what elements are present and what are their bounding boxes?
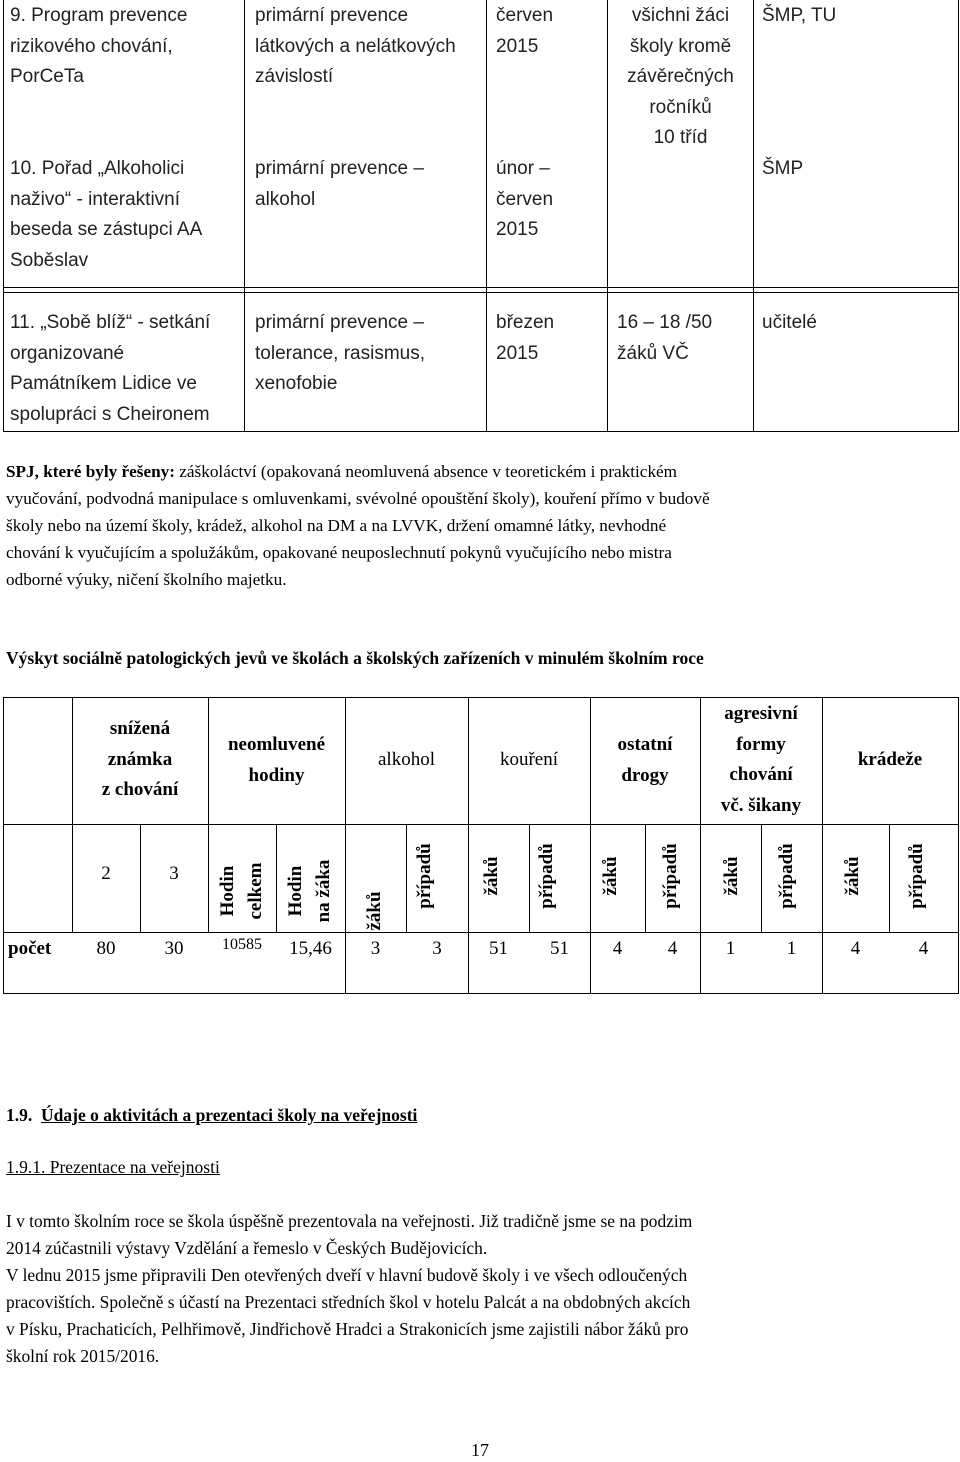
row-label-count: počet: [8, 938, 52, 959]
social-pathology-stats-table: [0, 697, 960, 994]
program-type-10: primární prevence – alkohol: [255, 158, 424, 210]
value-cell: 10585: [222, 936, 262, 953]
subheader-cases: případů: [660, 843, 681, 909]
program-name-10: 10. Pořad „Alkoholici naživo“ - interaktivní beseda se zástupci AA Soběslav: [10, 158, 203, 271]
program-date-11: březen 2015: [496, 312, 555, 364]
subheader-grade-3: 3: [169, 863, 179, 884]
program-target-9: všichni žáci školy kromě závěrečných ročníků 10 tříd: [627, 5, 734, 148]
header-smoking: kouření: [499, 749, 559, 770]
program-responsible-9: ŠMP, TU: [762, 5, 837, 26]
subheader-hours-total: Hodin celkem: [217, 862, 266, 920]
program-type-9: primární prevence látkových a nelátkových závislostí: [255, 5, 456, 87]
subheader-cases: případů: [414, 843, 435, 909]
header-other-drugs: ostatní drogy: [617, 734, 673, 786]
value-cell: 15,46: [289, 938, 332, 959]
prevention-program-table: [0, 0, 960, 432]
header-unexcused-hours: neomluvené hodiny: [227, 734, 326, 786]
subheader-grade-2: 2: [101, 863, 111, 884]
paragraph-line: školní rok 2015/2016.: [6, 1346, 160, 1366]
value-cell: 4: [918, 938, 929, 959]
value-cell: 51: [550, 938, 569, 959]
subsection-heading: [6, 1157, 220, 1178]
subheader-cases: případů: [536, 843, 557, 909]
spj-line: vyučování, podvodná manipulace s omluvenkami, svévolné opouštění školy), kouření přímo v budově: [6, 489, 710, 508]
paragraph-line: v Písku, Prachaticích, Pelhřimově, Jindřichově Hradci a Strakonicích jsme zajistili nábor žáků pro: [6, 1319, 689, 1339]
subsection-title: 1.9.1. Prezentace na veřejnosti: [6, 1157, 220, 1177]
paragraph-line: V lednu 2015 jsme připravili Den otevřených dveří v hlavní budově školy i ve všech odloučených: [6, 1265, 688, 1285]
page-number: 17: [471, 1440, 489, 1460]
program-responsible-11: učitelé: [762, 312, 817, 333]
value-cell: 1: [725, 938, 736, 959]
header-aggression: agresivní formy chování vč. šikany: [720, 703, 802, 816]
value-cell: 3: [370, 938, 381, 959]
section-title: Údaje o aktivitách a prezentaci školy na veřejnosti: [41, 1105, 418, 1125]
spj-label: SPJ, které byly řešeny:: [6, 462, 175, 481]
value-cell: 51: [489, 938, 508, 959]
spj-paragraph: [6, 458, 955, 593]
header-alcohol: alkohol: [378, 749, 435, 770]
paragraph-line: 2014 zúčastnili výstavy Vzdělání a řemeslo v Českých Budějovicích.: [6, 1238, 488, 1258]
stats-heading: Výskyt sociálně patologických jevů ve školách a školských zařízeních v minulém školním roce: [6, 648, 704, 668]
subheader-students: žáků: [364, 891, 385, 931]
value-cell: 30: [164, 938, 184, 959]
subheader-students: žáků: [842, 856, 863, 896]
program-date-10: únor – červen 2015: [496, 158, 554, 240]
presentation-paragraph: [6, 1208, 955, 1370]
program-type-11: primární prevence – tolerance, rasismus, xenofobie: [255, 312, 426, 394]
spj-line: školy nebo na území školy, krádež, alkohol na DM a na LVVK, držení omamné látky, nevhodné: [6, 516, 667, 535]
value-cell: 4: [667, 938, 678, 959]
subheader-students: žáků: [481, 856, 502, 896]
subheader-students: žáků: [600, 856, 621, 896]
section-number: 1.9.: [6, 1105, 33, 1125]
program-name-9: 9. Program prevence rizikového chování, PorCeTa: [10, 5, 188, 87]
program-target-11: 16 – 18 /50 žáků VČ: [617, 312, 713, 364]
spj-line: odborné výuky, ničení školního majetku.: [6, 570, 287, 589]
program-date-9: červen 2015: [496, 5, 554, 57]
subheader-cases: případů: [776, 843, 797, 909]
subheader-students: žáků: [721, 856, 742, 896]
paragraph-line: I v tomto školním roce se škola úspěšně prezentovala na veřejnosti. Již tradičně jsme se na podzim: [6, 1211, 693, 1231]
subheader-hours-per-student: Hodin na žáka: [285, 859, 334, 923]
value-cell: 80: [96, 938, 116, 959]
header-reduced-grade: snížená známka z chování: [101, 718, 179, 800]
spj-line: chování k vyučujícím a spolužákům, opakované neuposlechnutí pokynů vyučujícího nebo mistra: [6, 543, 672, 562]
value-cell: 1: [786, 938, 797, 959]
section-heading: [6, 1105, 417, 1126]
paragraph-line: pracovištích. Společně s účastí na Prezentaci středních škol v hotelu Palcát a na obdobných akcích: [6, 1292, 691, 1312]
value-cell: 4: [850, 938, 861, 959]
program-name-11: 11. „Sobě blíž“ - setkání organizované Památníkem Lidice ve spolupráci s Cheironem: [10, 312, 211, 425]
spj-line: záškoláctví (opakovaná neomluvená absence v teoretickém i praktickém: [179, 462, 678, 481]
subheader-cases: případů: [906, 843, 927, 909]
value-cell: 4: [612, 938, 623, 959]
value-cell: 3: [432, 938, 442, 959]
header-theft: krádeže: [857, 749, 923, 770]
program-responsible-10: ŠMP: [762, 158, 804, 179]
